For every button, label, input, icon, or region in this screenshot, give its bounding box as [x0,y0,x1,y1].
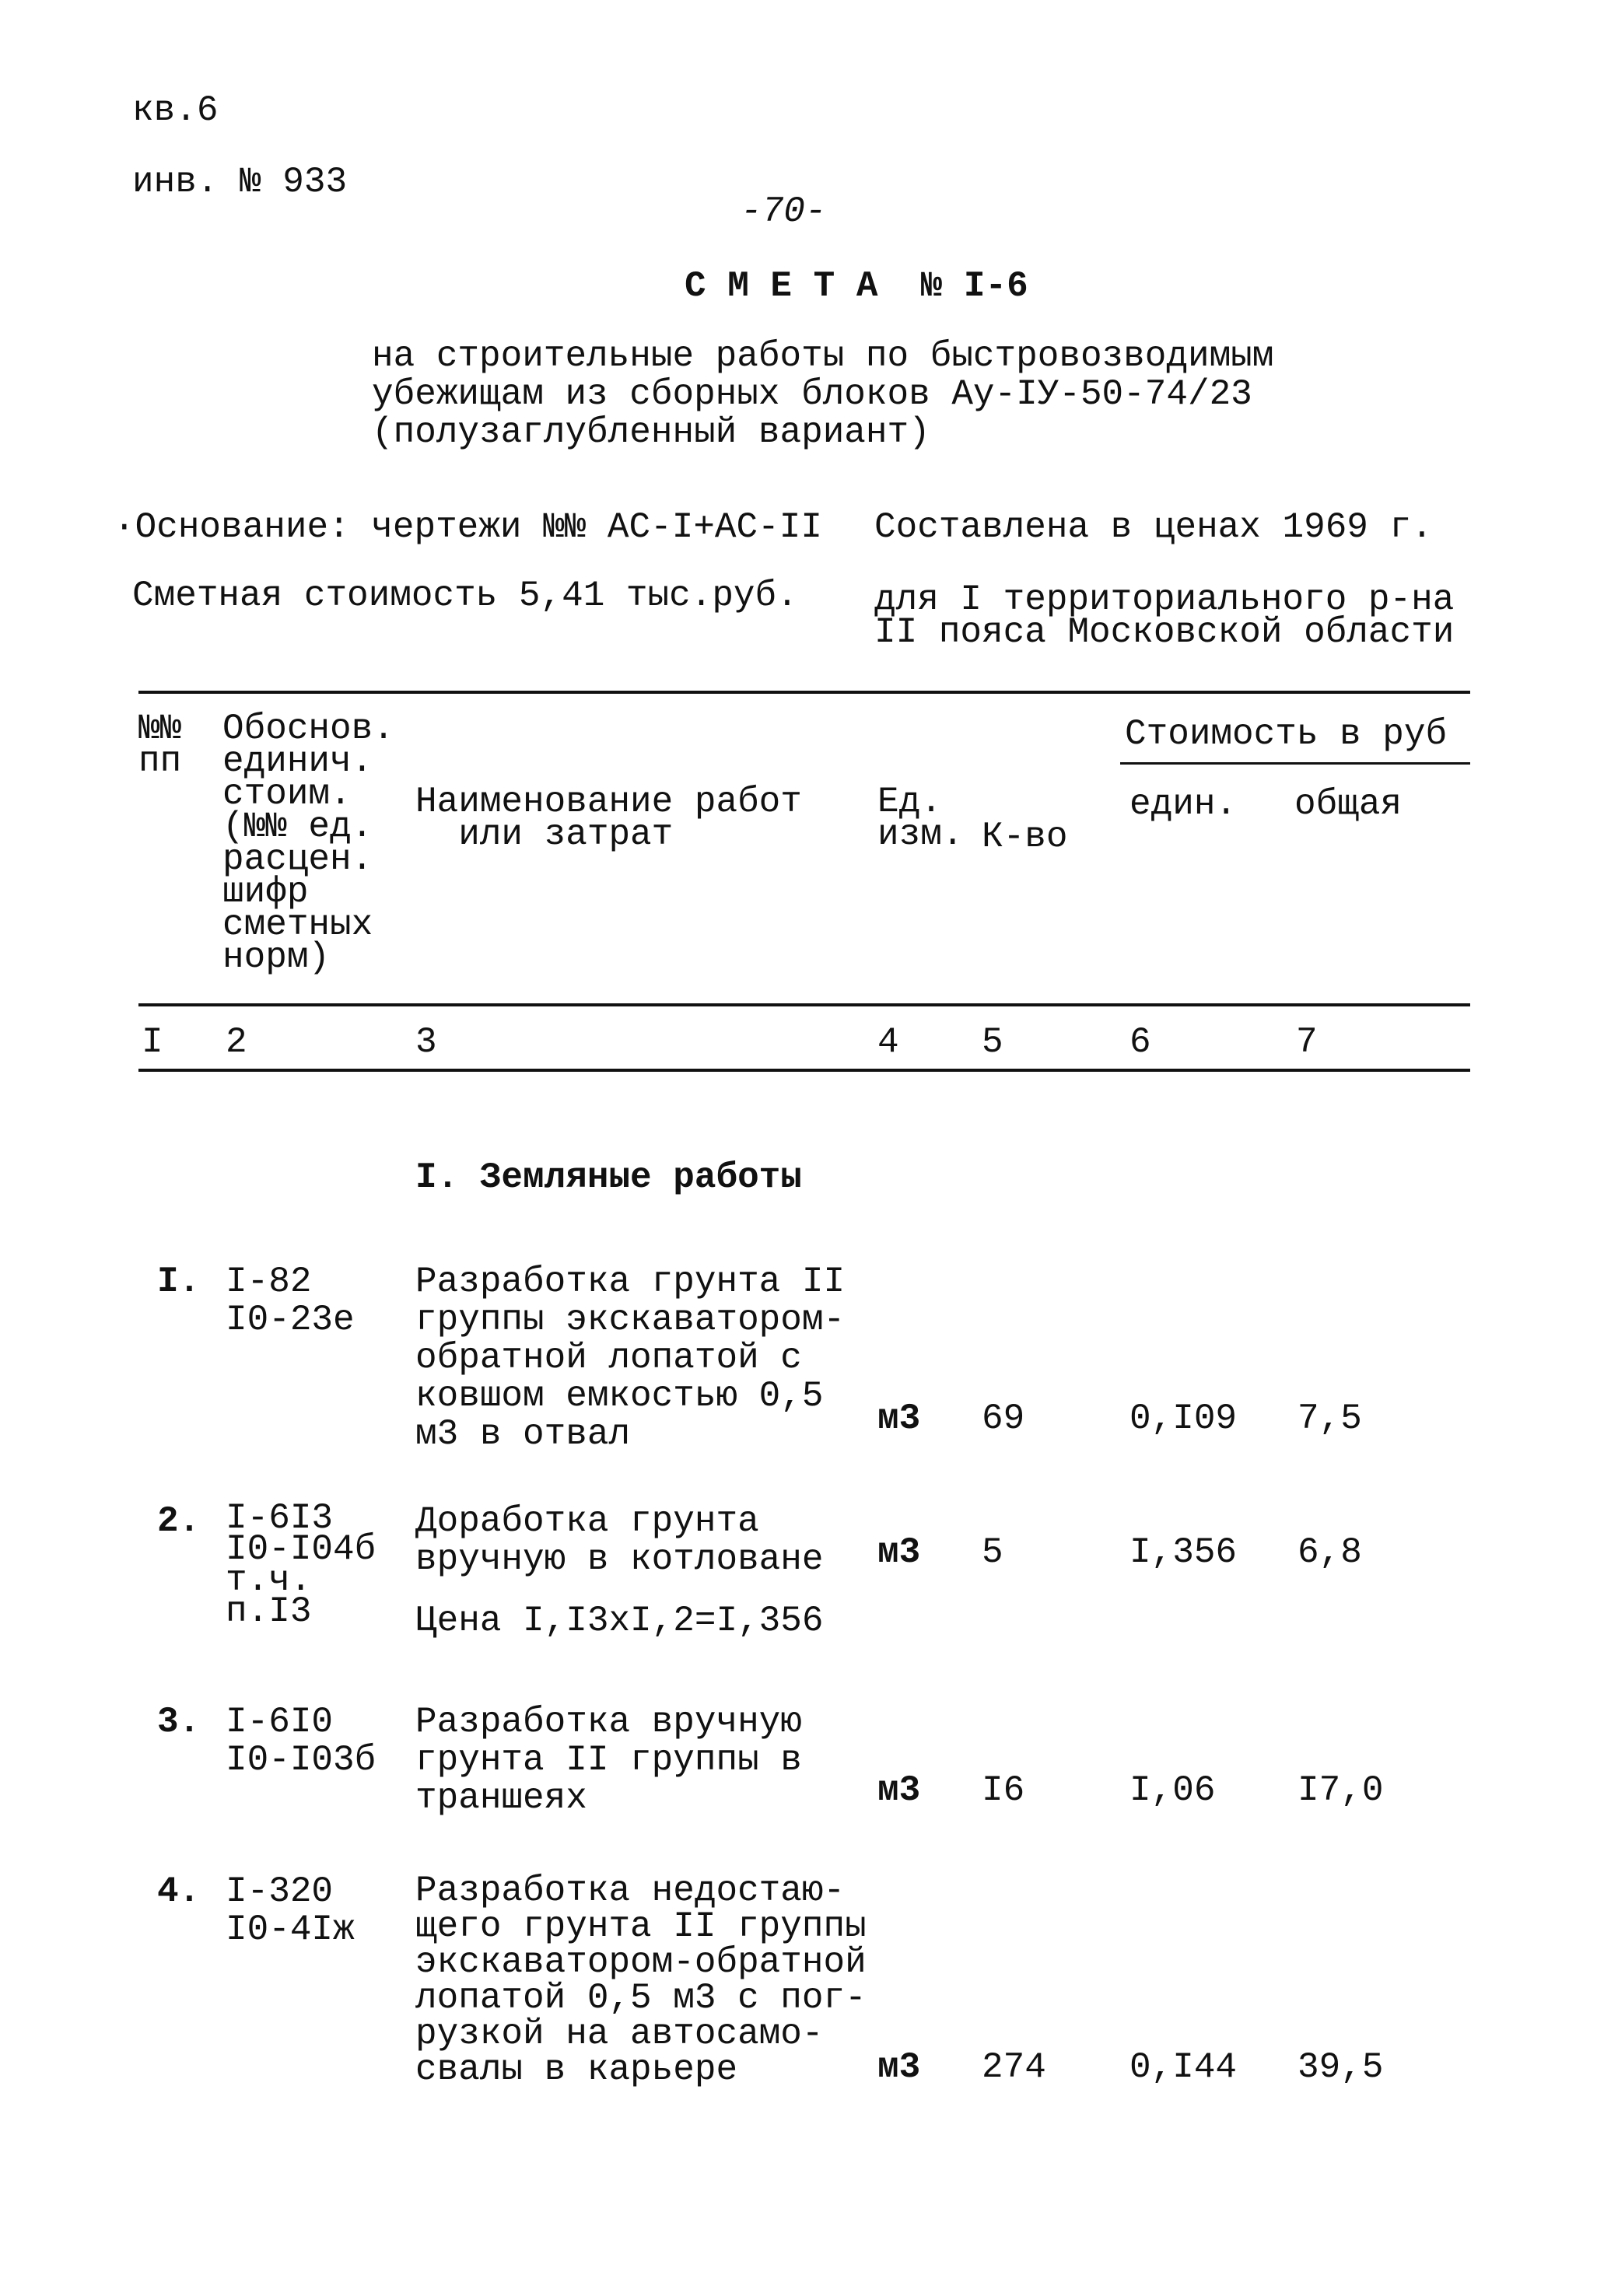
section-title: I. Земляные работы [415,1157,802,1198]
column-number: 6 [1129,1022,1151,1062]
header-col-unit-cost: един. [1129,784,1238,824]
header-col-total: общая [1294,784,1403,824]
row-code: I-6I3 I0-I04б т.ч. п.I3 [226,1498,376,1632]
quarter-label: кв.6 [132,90,219,131]
row-code: I-6I0 I0-I03б [226,1702,376,1780]
row-number: 4. [157,1871,201,1912]
row-unit-cost: 0,I44 [1129,2047,1238,2088]
estimate-title: С М Е Т А № I-6 [685,266,1028,306]
row-code: I-82 I0-23е [226,1262,355,1340]
column-numbers-rule [138,1069,1470,1072]
row-unit-cost: I,06 [1129,1770,1216,1811]
row-number: 3. [157,1702,201,1742]
row-total: I7,0 [1298,1770,1384,1811]
row-name: Разработка вручную грунта II группы в траншеях [415,1702,802,1818]
prices-text: Составлена в ценах 1969 г. [874,507,1433,548]
row-unit: м3 [877,1770,921,1811]
cost-group-rule [1120,762,1470,765]
basis-text: ·Основание: чертежи №№ АС-I+АС-II [114,507,822,548]
column-number: 7 [1296,1022,1318,1062]
header-col-name: Наименование работ или затрат [415,782,802,855]
header-cost-group: Стоимость в руб [1125,714,1448,754]
column-number: 2 [226,1022,247,1062]
row-unit-cost: I,356 [1129,1532,1238,1573]
column-number: 4 [877,1022,899,1062]
page-number: -70- [741,191,827,232]
estimated-cost: Сметная стоимость 5,41 тыс.руб. [132,576,798,616]
header-bottom-rule [138,1003,1470,1006]
row-quantity: 69 [982,1398,1025,1439]
row-number: 2. [157,1501,201,1542]
row-unit: м3 [877,1532,921,1573]
row-quantity: 274 [982,2047,1046,2088]
row-unit-cost: 0,I09 [1129,1398,1238,1439]
inventory-number: инв. № 933 [132,162,348,202]
row-number: I. [157,1262,201,1302]
table-top-rule [138,691,1470,694]
row-total: 6,8 [1298,1532,1362,1573]
column-number: 3 [415,1022,437,1062]
header-col-basis: Обоснов. единич. стоим. (№№ ед. расцен. шифр сметных норм) [222,709,394,978]
row-code: I-320 I0-4Iж [226,1871,355,1950]
row-name: Доработка грунта вручную в котловане [415,1501,824,1580]
estimate-subtitle: на строительные работы по быстровозводимым убежищам из сборных блоков Ау-IУ-50-74/23 (полузаглубленный вариант) [372,336,1274,453]
row-total: 39,5 [1298,2047,1384,2088]
row-name: Разработка недостаю- щего грунта II группы экскаватором-обратной лопатой 0,5 м3 с пог- рузкой на автосамо- свалы в карьере [415,1871,867,2090]
row-quantity: 5 [982,1532,1003,1573]
header-col-number: №№ пп [138,709,182,782]
row-name: Разработка грунта II группы экскаватором- обратной лопатой с ковшом емкостью 0,5 м3 в отвал [415,1262,846,1454]
column-number: 5 [982,1022,1003,1062]
header-col-qty: К-во [982,817,1068,857]
row-total: 7,5 [1298,1398,1362,1439]
row-unit: м3 [877,2047,921,2088]
row-quantity: I6 [982,1770,1025,1811]
column-number: I [142,1022,163,1062]
region-text: для I территориального р-на II пояса Московской области [874,579,1455,653]
header-col-unit: Ед. изм. [877,782,964,855]
row-unit: м3 [877,1398,921,1439]
row-price-note: Цена I,I3xI,2=I,356 [415,1601,824,1641]
